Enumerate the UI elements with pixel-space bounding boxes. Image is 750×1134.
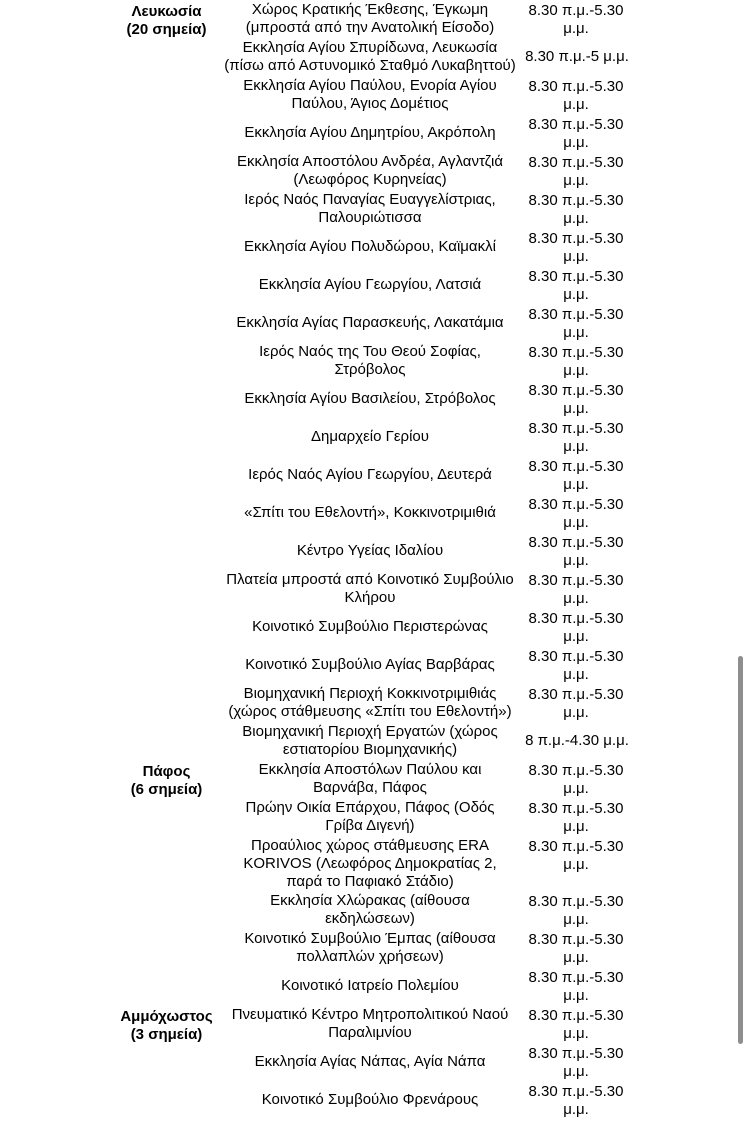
location-text [244,238,496,256]
table-row [0,456,750,494]
opening-hours: 8.30 π.μ.-5.30 μ.μ. [528,306,624,341]
location-line: Κλήρου [344,589,396,606]
location-line: (χώρος στάθμευσης «Σπίτι του Εθελοντή») [228,703,512,720]
location-text [243,837,496,891]
location-line: εστιατορίου Βιομηχανικής) [282,741,458,758]
location-line: Παραλιμνίου [328,1024,412,1041]
opening-hours: 8.30 π.μ.-5.30 μ.μ. [528,382,624,417]
location-line: παρά το Παφιακό Στάδιο) [286,872,454,890]
opening-hours: 8.30 π.μ.-5.30 μ.μ. [528,648,624,683]
table-row [0,1005,750,1043]
region-count: (6 σημεία) [130,781,203,798]
location-line: Βιομηχανική Περιοχή Εργατών (χώρος [242,723,498,740]
table-row [0,152,750,190]
location-text [244,930,495,966]
region-count: (20 σημεία) [126,21,207,38]
table-row [0,0,750,38]
opening-hours: 8.30 π.μ.-5.30 μ.μ. [528,2,624,37]
location-line: Ιερός Ναός της Του Θεού Σοφίας, [259,343,481,360]
location-line: Ιερός Ναός Παναγίας Ευαγγελίστριας, [244,191,496,208]
location-line: Παλουριώτισσα [318,209,422,226]
location-text [244,124,495,142]
table-row [0,380,750,418]
location-cell [220,418,520,456]
location-text [244,390,495,408]
location-line: Πρώην Οικία Επάρχου, Πάφος (Οδός [245,799,495,816]
opening-hours: 8.30 π.μ.-5.30 μ.μ. [528,154,624,189]
location-line: Κέντρο Υγείας Ιδαλίου [296,542,444,559]
location-line: Χώρος Κρατικής Έκθεσης, Έγκωμη [251,1,489,18]
location-cell [220,0,520,38]
table-row [0,570,750,608]
location-cell [220,342,520,380]
location-cell [220,891,520,929]
table-row [0,38,750,76]
location-text [252,618,488,636]
location-line: Δημαρχείο Γερίου [311,428,429,445]
location-text [245,799,494,835]
table-row [0,532,750,570]
opening-hours: 8.30 π.μ.-5.30 μ.μ. [528,78,624,113]
opening-hours: 8.30 π.μ.-5.30 μ.μ. [528,1083,624,1118]
location-cell [220,38,520,76]
location-line: Κοινοτικό Συμβούλιο Περιστερώνας [252,618,488,635]
region-name: Αμμόχωστος [120,1008,213,1025]
location-line: (πίσω από Αστυνομικό Σταθμό Λυκαβηττού) [224,57,516,74]
location-line: Βιομηχανική Περιοχή Κοκκινοτριμιθιάς [243,685,497,702]
opening-hours: 8 π.μ.-4.30 μ.μ. [525,732,629,749]
location-line: «Σπίτι του Εθελοντή», Κοκκινοτριμιθιά [244,504,496,521]
location-line: (Λεωφόρος Κυρηνείας) [293,171,447,188]
location-cell [220,190,520,228]
table-row [0,646,750,684]
opening-hours: 8.30 π.μ.-5.30 μ.μ. [528,1007,624,1042]
opening-hours: 8.30 π.μ.-5.30 μ.μ. [528,1045,624,1080]
opening-hours: 8.30 π.μ.-5.30 μ.μ. [528,969,624,1004]
location-text [236,314,503,332]
location-text [224,39,516,75]
location-line: Εκκλησία Αγίου Σπυρίδωνα, Λευκωσία [242,39,498,56]
location-text [281,977,459,995]
location-text [232,1006,509,1042]
location-text [297,542,443,560]
location-text [237,153,503,189]
location-text [259,761,482,797]
location-cell [220,152,520,190]
table-row [0,798,750,836]
location-line: Εκκλησία Αγίου Πολυδώρου, Καϊμακλί [244,238,496,255]
table-row [0,114,750,152]
location-line: Στρόβολος [334,361,406,378]
table-row [0,304,750,342]
location-line: Γρίβα Διγενή) [325,817,415,834]
location-text [259,343,481,379]
opening-hours: 8.30 π.μ.-5.30 μ.μ. [528,230,624,265]
location-cell [220,266,520,304]
location-text [244,191,495,227]
table-row [0,608,750,646]
table-row [0,929,750,967]
location-line: Εκκλησία Αγίου Δημητρίου, Ακρόπολη [244,124,496,141]
location-cell [220,967,520,1005]
opening-hours: 8.30 π.μ.-5.30 μ.μ. [528,420,624,455]
location-line: Πλατεία μπροστά από Κοινοτικό Συμβούλιο [226,571,514,588]
opening-hours: 8.30 π.μ.-5.30 μ.μ. [528,610,624,645]
location-cell [220,722,520,760]
location-line: Βαρνάβα, Πάφος [313,779,427,796]
location-cell [220,760,520,798]
opening-hours: 8.30 π.μ.-5.30 μ.μ. [528,762,624,797]
location-cell [220,380,520,418]
opening-hours: 8.30 π.μ.-5.30 μ.μ. [528,268,624,303]
location-line: Πνευματικό Κέντρο Μητροπολιτικού Ναού [231,1006,509,1023]
location-line: Κοινοτικό Συμβούλιο Φρενάρους [261,1091,479,1108]
location-text [244,504,496,522]
location-line: Κοινοτικό Συμβούλιο Αγίας Βαρβάρας [245,656,495,673]
location-line: Εκκλησία Αγίου Παύλου, Ενορία Αγίου [243,77,497,94]
opening-hours: 8.30 π.μ.-5.30 μ.μ. [528,838,624,873]
location-line: Εκκλησία Αποστόλου Ανδρέα, Αγλαντζιά [236,153,504,170]
location-line: Εκκλησία Αγίου Βασιλείου, Στρόβολος [244,390,496,407]
location-line: Εκκλησία Αγίου Γεωργίου, Λατσιά [258,276,482,293]
opening-hours: 8.30 π.μ.-5.30 μ.μ. [528,496,624,531]
location-text [242,723,497,759]
location-cell [220,646,520,684]
location-cell [220,570,520,608]
location-cell [220,1005,520,1043]
location-cell [220,836,520,891]
table-row [0,1043,750,1081]
table-row [0,228,750,266]
location-line: πολλαπλών χρήσεων) [296,948,444,965]
location-line: Παύλου, Άγιος Δομέτιος [291,95,449,112]
opening-hours: 8.30 π.μ.-5.30 μ.μ. [528,572,624,607]
location-text [228,685,511,721]
location-text [245,656,495,674]
location-text [270,892,470,928]
table-row [0,494,750,532]
location-line: Κοινοτικό Ιατρείο Πολεμίου [281,977,459,994]
region-name: Πάφος [142,763,191,780]
opening-hours: 8.30 π.μ.-5.30 μ.μ. [528,800,624,835]
location-cell [220,798,520,836]
region-name: Λευκωσία [131,3,202,20]
opening-hours: 8.30 π.μ.-5.30 μ.μ. [528,344,624,379]
location-cell [220,76,520,114]
location-line: Κοινοτικό Συμβούλιο Έμπας (αίθουσα [244,930,496,947]
location-cell [220,456,520,494]
location-text [248,466,492,484]
location-text [262,1091,479,1109]
location-line: Εκκλησία Χλώρακας (αίθουσα [270,892,470,909]
location-line: Εκκλησία Αγίας Νάπας, Αγία Νάπα [254,1053,486,1070]
table-row [0,836,750,891]
location-text [246,1,494,37]
opening-hours: 8.30 π.μ.-5.30 μ.μ. [528,686,624,721]
region-group [0,1005,750,1119]
location-cell [220,532,520,570]
region-count: (3 σημεία) [130,1026,203,1043]
location-cell [220,114,520,152]
table-row [0,418,750,456]
location-line: Προαύλιος χώρος στάθμευσης ERA [251,836,489,854]
location-text [311,428,429,446]
table-row [0,891,750,929]
location-text [243,77,496,113]
location-text [255,1053,486,1071]
location-cell [220,304,520,342]
location-cell [220,1081,520,1119]
location-cell [220,494,520,532]
location-cell [220,608,520,646]
table-row [0,722,750,760]
location-line: Εκκλησία Αποστόλων Παύλου και [258,761,482,778]
opening-hours: 8.30 π.μ.-5.30 μ.μ. [528,116,624,151]
table-row [0,684,750,722]
location-line: Εκκλησία Αγίας Παρασκευής, Λακατάμια [236,314,504,331]
table-row [0,266,750,304]
scrollbar[interactable] [738,656,743,1044]
opening-hours: 8.30 π.μ.-5.30 μ.μ. [528,931,624,966]
location-text [226,571,513,607]
location-line: εκδηλώσεων) [325,910,415,927]
region-group [0,760,750,1005]
location-cell [220,1043,520,1081]
opening-hours: 8.30 π.μ.-5 μ.μ. [525,48,629,65]
table-row [0,76,750,114]
table-row [0,967,750,1005]
opening-hours: 8.30 π.μ.-5.30 μ.μ. [528,534,624,569]
location-cell [220,684,520,722]
location-cell [220,929,520,967]
opening-hours: 8.30 π.μ.-5.30 μ.μ. [528,192,624,227]
table-row [0,760,750,798]
location-line: Ιερός Ναός Αγίου Γεωργίου, Δευτερά [248,466,492,483]
location-line: (μπροστά από την Ανατολική Είσοδο) [245,19,495,36]
table-row [0,190,750,228]
opening-hours: 8.30 π.μ.-5.30 μ.μ. [528,458,624,493]
location-text [259,276,481,294]
opening-hours: 8.30 π.μ.-5.30 μ.μ. [528,893,624,928]
location-line: KORIVOS (Λεωφόρος Δημοκρατίας 2, [243,854,497,872]
table-row [0,1081,750,1119]
location-cell [220,228,520,266]
table-row [0,342,750,380]
